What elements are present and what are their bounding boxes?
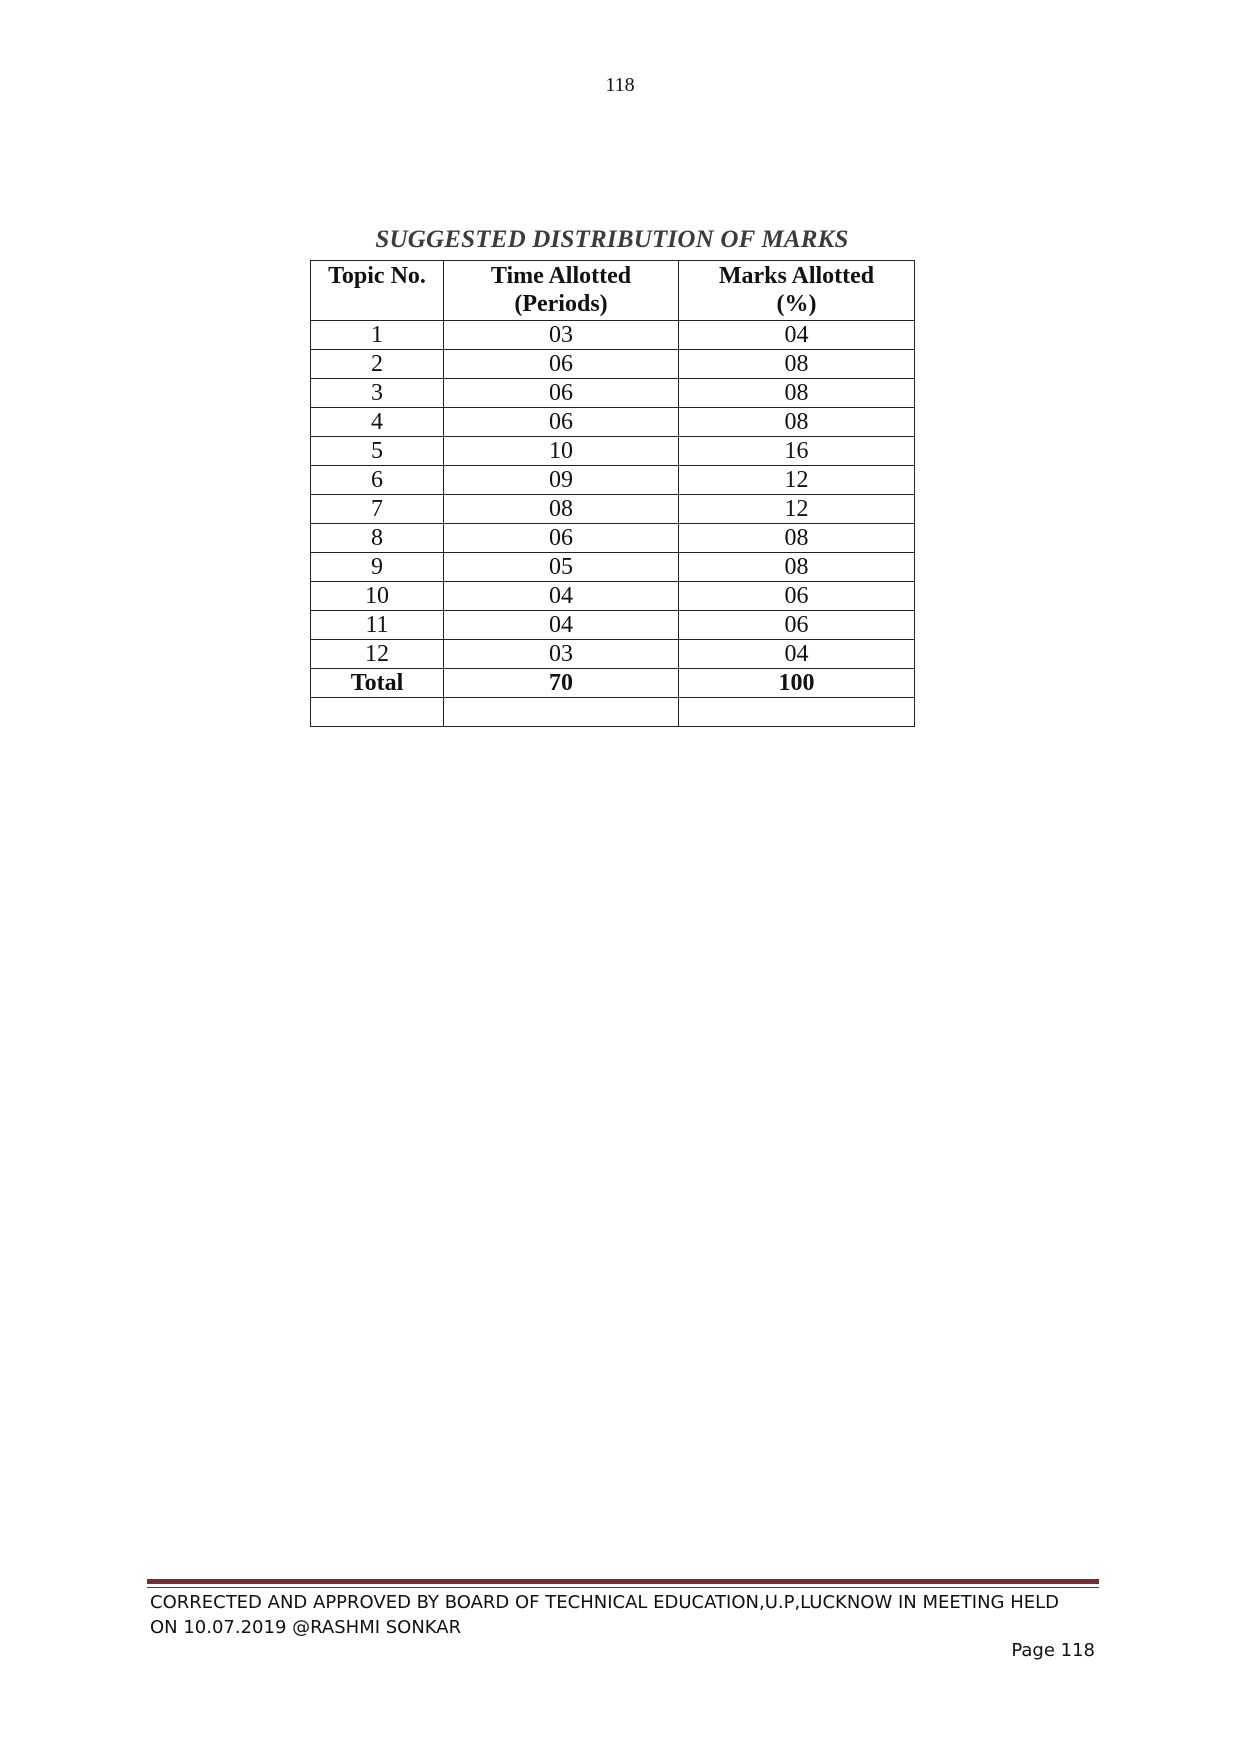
table-row [311, 495, 915, 524]
table-title: SUGGESTED DISTRIBUTION OF MARKS [375, 226, 849, 253]
header-marks-line1: Marks Allotted [718, 263, 875, 289]
header-topic-label: Topic No. [328, 263, 426, 289]
cell-topic: 10 [311, 582, 444, 611]
cell-marks: 04 [679, 640, 915, 669]
footer-line-2: ON 10.07.2019 @RASHMI SONKAR [150, 1617, 462, 1638]
table-row [311, 524, 915, 553]
table-row [311, 611, 915, 640]
table-row [311, 321, 915, 350]
cell-topic: 3 [311, 379, 444, 408]
table-row [311, 640, 915, 669]
table-header-row [311, 261, 915, 321]
marks-distribution-table [310, 260, 915, 727]
header-marks-allotted [679, 261, 915, 321]
table-row [311, 408, 915, 437]
cell-marks: 08 [679, 408, 915, 437]
total-time: 70 [444, 669, 679, 698]
header-time-line1: Time Allotted [490, 263, 632, 289]
cell-time: 04 [444, 582, 679, 611]
table-row [311, 350, 915, 379]
total-label: Total [311, 669, 444, 698]
cell-time: 08 [444, 495, 679, 524]
table-row [311, 582, 915, 611]
footer-rule [147, 1579, 1099, 1584]
footer-approval-note [150, 1590, 1100, 1640]
cell-marks: 16 [679, 437, 915, 466]
cell-marks: 12 [679, 495, 915, 524]
empty-cell-topic [311, 698, 444, 727]
cell-marks: 08 [679, 350, 915, 379]
cell-time: 10 [444, 437, 679, 466]
cell-time: 06 [444, 524, 679, 553]
cell-time: 06 [444, 350, 679, 379]
table-row [311, 553, 915, 582]
cell-marks: 08 [679, 553, 915, 582]
cell-time: 03 [444, 640, 679, 669]
cell-time: 09 [444, 466, 679, 495]
table-row [311, 466, 915, 495]
cell-time: 04 [444, 611, 679, 640]
cell-topic: 9 [311, 553, 444, 582]
cell-topic: 5 [311, 437, 444, 466]
table-total-row [311, 669, 915, 698]
cell-marks: 08 [679, 379, 915, 408]
cell-topic: 8 [311, 524, 444, 553]
table-empty-row [311, 698, 915, 727]
cell-topic: 11 [311, 611, 444, 640]
header-time-allotted [444, 261, 679, 321]
cell-time: 06 [444, 408, 679, 437]
page-number-top: 118 [605, 74, 635, 96]
cell-time: 06 [444, 379, 679, 408]
header-marks-line2: (%) [776, 291, 817, 317]
table-row [311, 379, 915, 408]
table-row [311, 437, 915, 466]
header-time-line2: (Periods) [514, 291, 608, 317]
cell-topic: 2 [311, 350, 444, 379]
cell-marks: 06 [679, 611, 915, 640]
footer-page-number: Page 118 [1011, 1640, 1095, 1661]
empty-cell-time [444, 698, 679, 727]
total-marks: 100 [679, 669, 915, 698]
cell-time: 03 [444, 321, 679, 350]
cell-topic: 4 [311, 408, 444, 437]
cell-topic: 1 [311, 321, 444, 350]
footer-line-1: CORRECTED AND APPROVED BY BOARD OF TECHNICAL EDUCATION,U.P,LUCKNOW IN MEETING HELD [150, 1592, 1059, 1613]
empty-cell-marks [679, 698, 915, 727]
cell-topic: 7 [311, 495, 444, 524]
cell-marks: 04 [679, 321, 915, 350]
footer-rule-thin [147, 1587, 1099, 1588]
cell-marks: 06 [679, 582, 915, 611]
header-topic-no [311, 261, 444, 321]
cell-marks: 12 [679, 466, 915, 495]
cell-time: 05 [444, 553, 679, 582]
cell-marks: 08 [679, 524, 915, 553]
cell-topic: 6 [311, 466, 444, 495]
cell-topic: 12 [311, 640, 444, 669]
